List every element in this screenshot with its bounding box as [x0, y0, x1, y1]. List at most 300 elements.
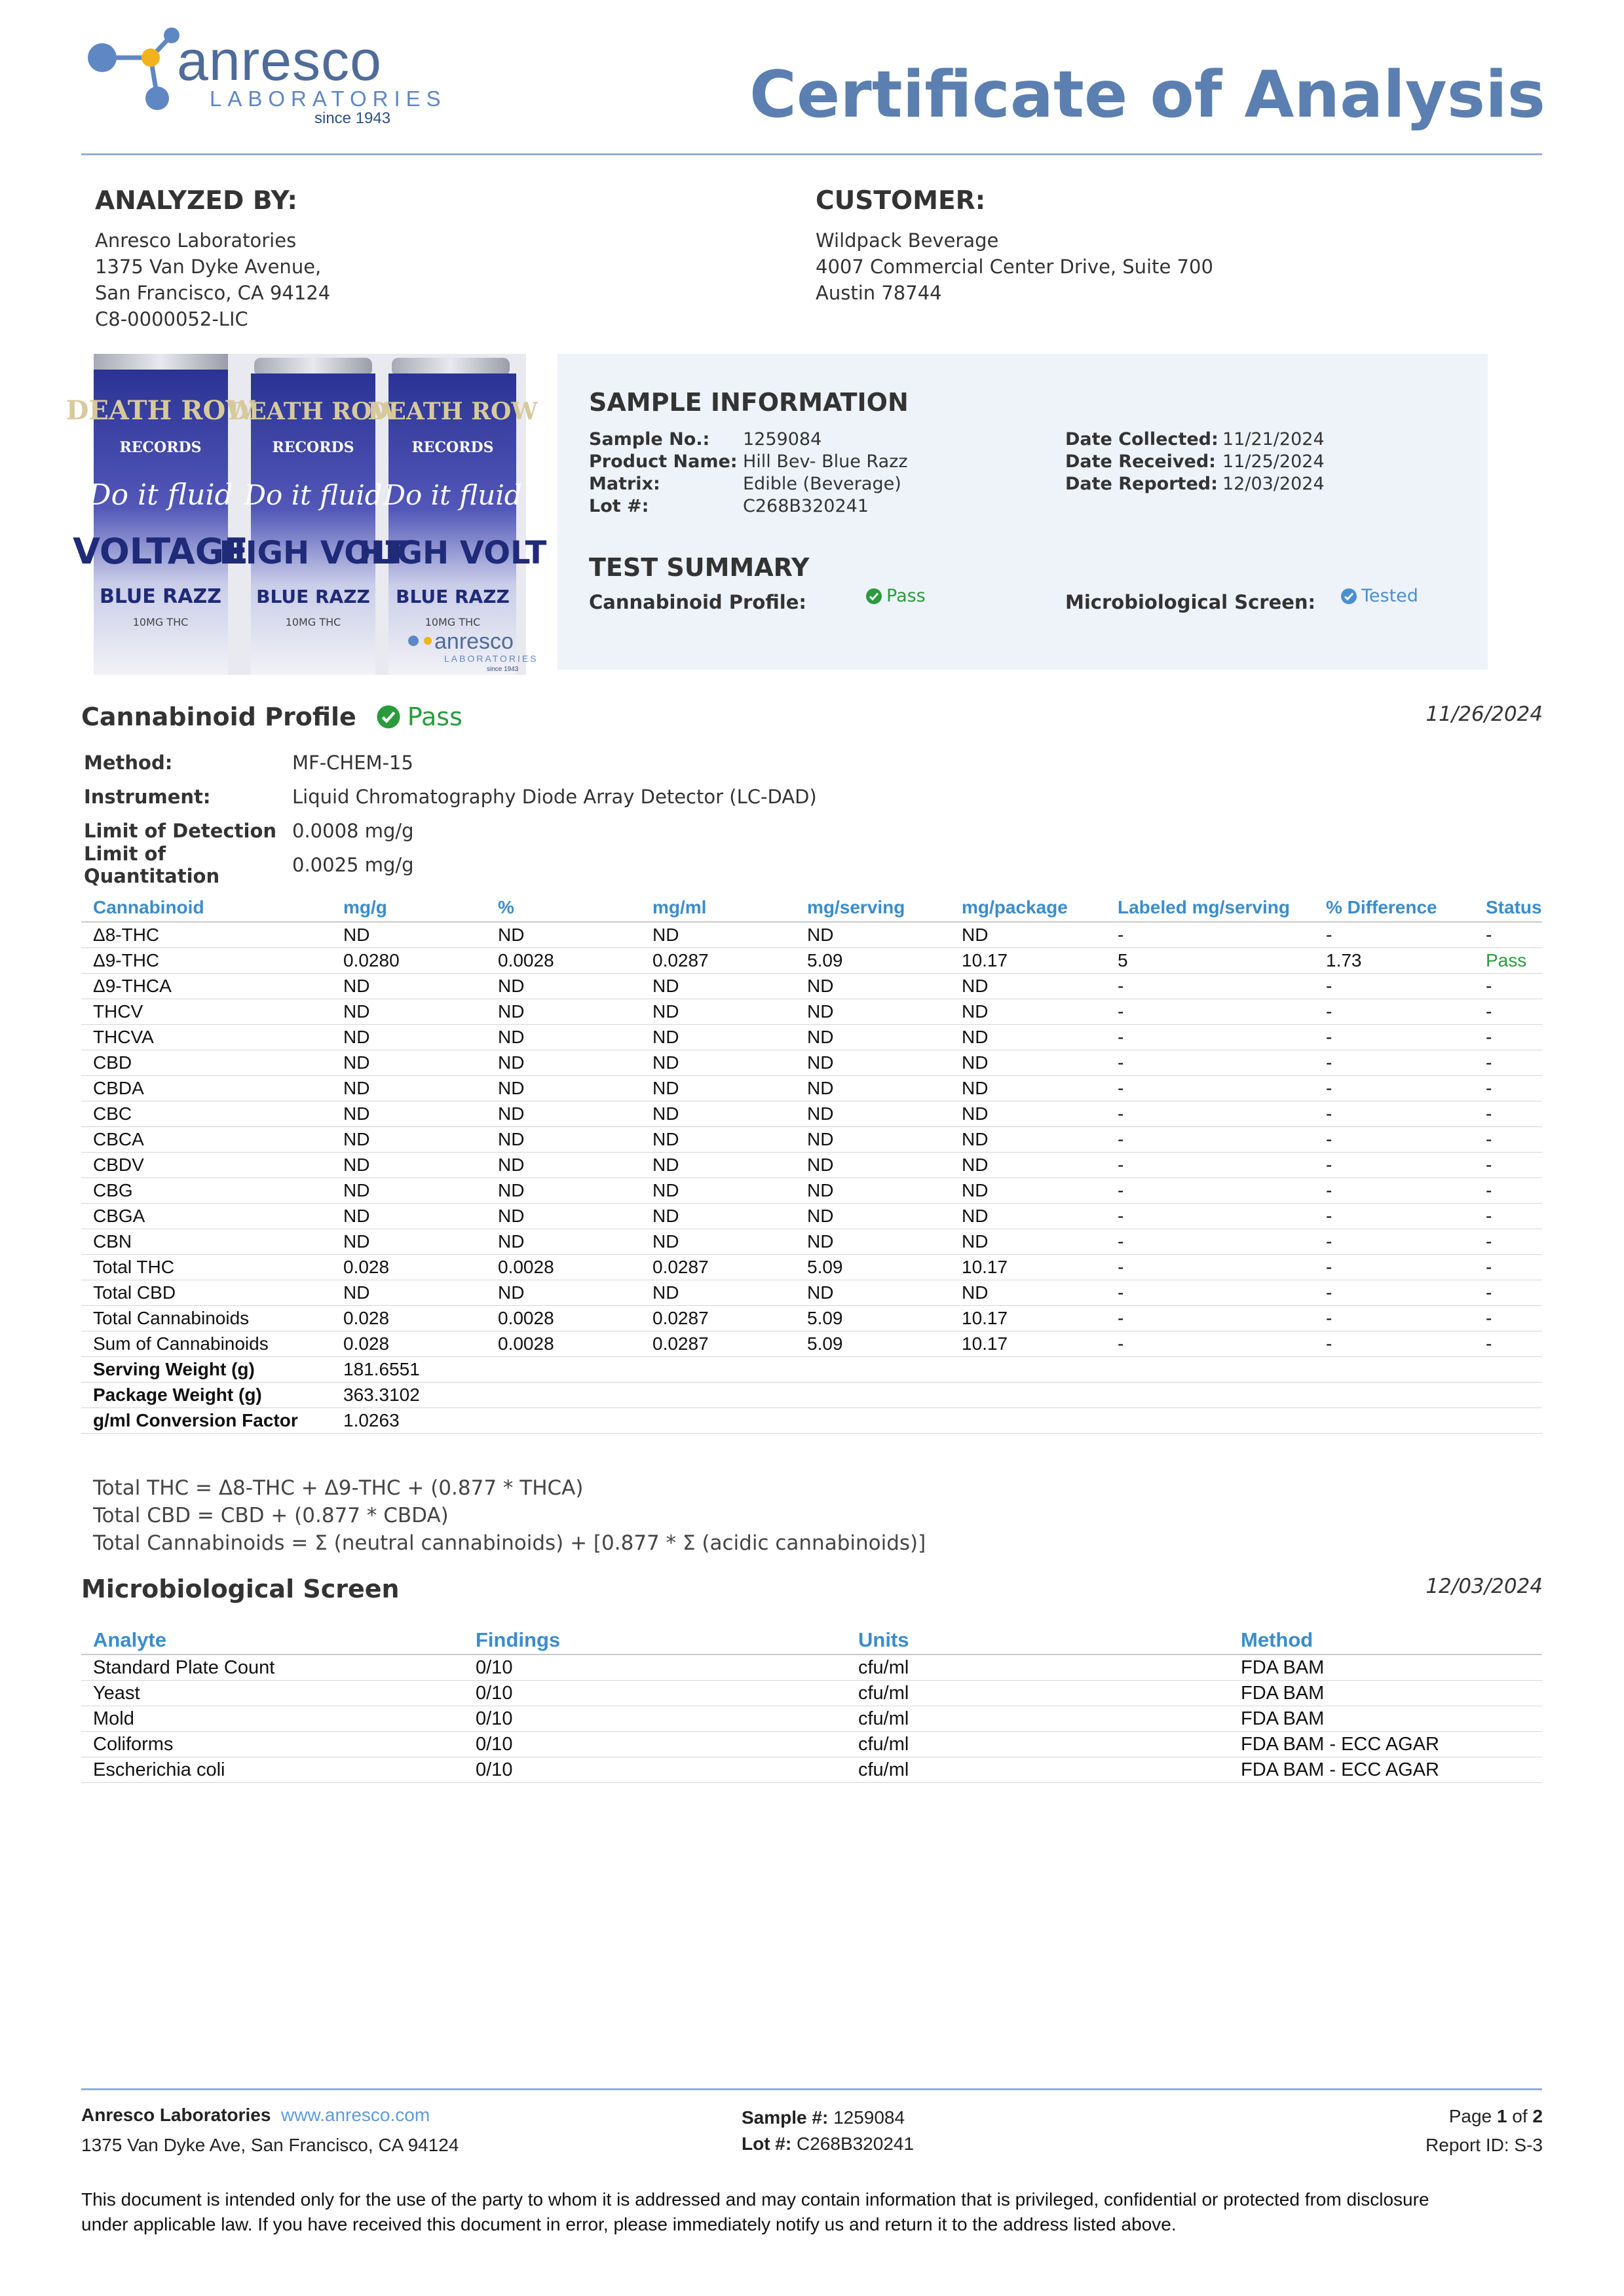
table-cell: - [1474, 1076, 1542, 1101]
table-cell: ND [486, 999, 641, 1025]
table-row [81, 974, 1542, 999]
table-cell: 0/10 [464, 1732, 846, 1757]
empty-cell [1314, 1383, 1474, 1408]
method-value: MF-CHEM-15 [292, 752, 413, 774]
table-cell: 10.17 [950, 1306, 1106, 1331]
table-cell: ND [795, 1178, 950, 1204]
product-photo [66, 354, 547, 675]
table-cell: - [1106, 1178, 1314, 1204]
sample-info-right [1065, 429, 1325, 495]
column-header: mg/ml [641, 894, 795, 922]
empty-cell [641, 1408, 795, 1434]
cannabinoid-table-header [81, 894, 1542, 922]
table-cell: ND [795, 922, 950, 948]
footer-company: Anresco Laboratories [81, 2105, 271, 2125]
table-row [81, 1076, 1542, 1101]
cannabinoid-name-cell: CBN [81, 1229, 331, 1255]
lod-value: 0.0008 mg/g [292, 820, 414, 842]
table-cell: ND [950, 1229, 1106, 1255]
column-header: Method [1229, 1626, 1542, 1655]
column-header: Cannabinoid [81, 894, 331, 922]
table-row [81, 1255, 1542, 1280]
table-cell: ND [950, 1204, 1106, 1229]
table-cell: ND [950, 1153, 1106, 1178]
date-received-value: 11/25/2024 [1222, 451, 1325, 472]
table-cell: ND [641, 1280, 795, 1306]
table-row [81, 1101, 1542, 1127]
table-cell: - [1314, 1280, 1474, 1306]
table-cell: 0/10 [464, 1655, 846, 1681]
analyte-cell: Mold [81, 1706, 464, 1732]
table-cell: ND [331, 1076, 486, 1101]
cannabinoid-profile-summary-label: Cannabinoid Profile: [589, 591, 806, 613]
svg-text:VOLTAGE: VOLTAGE [73, 531, 248, 572]
table-cell: - [1106, 1280, 1314, 1306]
table-cell: - [1474, 1153, 1542, 1178]
table-cell: ND [331, 1153, 486, 1178]
table-cell: FDA BAM - ECC AGAR [1229, 1757, 1542, 1783]
instrument-value: Liquid Chromatography Diode Array Detector (LC-DAD) [292, 786, 817, 808]
table-cell: - [1314, 922, 1474, 948]
micro-screen-summary-label: Microbiological Screen: [1065, 591, 1316, 613]
table-cell: 1.73 [1314, 948, 1474, 974]
svg-text:BLUE RAZZ: BLUE RAZZ [396, 586, 510, 607]
table-cell: ND [950, 1178, 1106, 1204]
table-cell: 0/10 [464, 1706, 846, 1732]
summary-label-cell: Serving Weight (g) [81, 1357, 331, 1383]
micro-table-header [81, 1626, 1542, 1655]
table-cell: FDA BAM [1229, 1681, 1542, 1706]
cannabinoid-name-cell: CBCA [81, 1127, 331, 1153]
empty-cell [1474, 1383, 1542, 1408]
cannabinoid-profile-status-text: Pass [407, 702, 463, 731]
lod-label: Limit of Detection [84, 820, 277, 842]
table-cell: ND [795, 1204, 950, 1229]
table-cell: - [1474, 1331, 1542, 1357]
date-reported-label: Date Reported: [1065, 474, 1218, 494]
sample-information-heading: SAMPLE INFORMATION [589, 388, 909, 417]
empty-cell [486, 1408, 641, 1434]
cannabinoid-name-cell: CBGA [81, 1204, 331, 1229]
table-cell: ND [641, 1229, 795, 1255]
svg-text:since 1943: since 1943 [487, 666, 519, 673]
table-cell: ND [641, 1127, 795, 1153]
table-cell: - [1474, 1306, 1542, 1331]
cannabinoid-name-cell: CBDA [81, 1076, 331, 1101]
table-cell: - [1474, 1025, 1542, 1050]
table-cell: ND [486, 1050, 641, 1076]
empty-cell [641, 1357, 795, 1383]
table-cell: 0.028 [331, 1306, 486, 1331]
footer-website-link[interactable]: www.anresco.com [280, 2105, 430, 2125]
empty-cell [795, 1383, 950, 1408]
date-collected-value: 11/21/2024 [1222, 429, 1325, 450]
empty-cell [795, 1408, 950, 1434]
svg-text:BLUE RAZZ: BLUE RAZZ [256, 586, 370, 607]
table-cell: 5 [1106, 948, 1314, 974]
summary-value-cell: 181.6551 [331, 1357, 486, 1383]
cannabinoid-name-cell: CBC [81, 1101, 331, 1127]
cannabinoid-name-cell: Δ9-THC [81, 948, 331, 974]
table-cell: ND [331, 922, 486, 948]
cannabinoid-name-cell: CBG [81, 1178, 331, 1204]
table-cell: - [1106, 1050, 1314, 1076]
table-cell: ND [486, 1204, 641, 1229]
table-cell: FDA BAM - ECC AGAR [1229, 1732, 1542, 1757]
table-cell: 10.17 [950, 948, 1106, 974]
svg-text:DEATH ROW: DEATH ROW [228, 398, 398, 425]
analyzed-by-line: 1375 Van Dyke Avenue, [95, 256, 322, 278]
table-cell: ND [950, 1127, 1106, 1153]
table-cell: - [1314, 1229, 1474, 1255]
table-cell: - [1106, 1204, 1314, 1229]
cannabinoid-name-cell: Total Cannabinoids [81, 1306, 331, 1331]
table-row [81, 1025, 1542, 1050]
table-cell: 0.0028 [486, 1306, 641, 1331]
table-cell: ND [950, 974, 1106, 999]
table-cell: - [1474, 1101, 1542, 1127]
table-cell: ND [795, 1101, 950, 1127]
check-circle-icon [376, 704, 401, 729]
table-cell: ND [795, 1153, 950, 1178]
matrix-label: Matrix: [589, 474, 660, 494]
empty-cell [950, 1357, 1106, 1383]
document-title: Certificate of Analysis [749, 58, 1545, 132]
table-cell: - [1106, 1076, 1314, 1101]
table-cell: ND [950, 999, 1106, 1025]
table-cell: ND [486, 974, 641, 999]
sample-information-panel [557, 354, 1488, 670]
column-header: mg/g [331, 894, 486, 922]
table-cell: ND [795, 1050, 950, 1076]
table-cell: ND [486, 1101, 641, 1127]
table-cell: ND [641, 1025, 795, 1050]
check-circle-icon [865, 588, 882, 605]
footer-sample-block [742, 2107, 914, 2154]
table-row [81, 1408, 1542, 1434]
table-cell: FDA BAM [1229, 1706, 1542, 1732]
empty-cell [950, 1408, 1106, 1434]
cannabinoid-profile-status [376, 702, 463, 731]
table-cell: ND [331, 1280, 486, 1306]
micro-summary-status [1340, 586, 1418, 606]
footer-lot-value: C268B320241 [797, 2133, 915, 2154]
logo-laboratories: LABORATORIES [210, 86, 447, 111]
table-cell: - [1474, 1280, 1542, 1306]
molecule-logo-icon [85, 26, 190, 131]
table-cell: - [1106, 1101, 1314, 1127]
table-cell: ND [331, 1178, 486, 1204]
column-header: Units [846, 1626, 1229, 1655]
table-row [81, 1331, 1542, 1357]
sample-no-label: Sample No.: [589, 429, 710, 450]
micro-summary-status-text: Tested [1361, 586, 1418, 606]
footer-page-of: of [1512, 2106, 1528, 2126]
table-cell: - [1106, 1025, 1314, 1050]
table-cell: - [1106, 1306, 1314, 1331]
sample-info-left [589, 429, 908, 518]
product-name-value: Hill Bev- Blue Razz [743, 451, 908, 472]
empty-cell [1106, 1383, 1314, 1408]
table-cell: ND [331, 1050, 486, 1076]
table-cell: - [1106, 1127, 1314, 1153]
table-cell: ND [641, 1050, 795, 1076]
table-cell: - [1106, 1229, 1314, 1255]
table-cell: ND [641, 1178, 795, 1204]
table-cell: ND [950, 1025, 1106, 1050]
table-cell: - [1314, 974, 1474, 999]
column-header: Status [1474, 894, 1542, 922]
table-cell: cfu/ml [846, 1655, 1229, 1681]
empty-cell [1314, 1357, 1474, 1383]
column-header: Labeled mg/serving [1106, 894, 1314, 922]
svg-text:10MG THC: 10MG THC [285, 616, 341, 628]
table-cell: cfu/ml [846, 1706, 1229, 1732]
table-cell: ND [331, 974, 486, 999]
table-row [81, 1306, 1542, 1331]
table-cell: - [1106, 1153, 1314, 1178]
summary-value-cell: 1.0263 [331, 1408, 486, 1434]
empty-cell [486, 1357, 641, 1383]
table-cell: - [1474, 1050, 1542, 1076]
table-cell: ND [641, 1153, 795, 1178]
logo-since: since 1943 [314, 109, 391, 127]
svg-text:DEATH ROW: DEATH ROW [66, 395, 255, 426]
svg-text:RECORDS: RECORDS [119, 439, 202, 456]
footer-address: 1375 Van Dyke Ave, San Francisco, CA 94124 [81, 2135, 459, 2155]
table-cell: ND [795, 1229, 950, 1255]
analyzed-by-heading: ANALYZED BY: [95, 186, 297, 216]
empty-cell [486, 1383, 641, 1408]
cannabinoid-name-cell: THCVA [81, 1025, 331, 1050]
instrument-label: Instrument: [84, 786, 211, 808]
beverage-cans-image [66, 354, 547, 675]
cannabinoid-name-cell: Total CBD [81, 1280, 331, 1306]
table-cell: - [1106, 1255, 1314, 1280]
svg-text:HIGH VOLT: HIGH VOLT [219, 535, 407, 571]
table-cell: ND [486, 1127, 641, 1153]
table-cell: ND [795, 1280, 950, 1306]
table-cell: ND [486, 1229, 641, 1255]
empty-cell [1106, 1357, 1314, 1383]
table-cell: 5.09 [795, 1331, 950, 1357]
table-row [81, 1681, 1542, 1706]
table-row [81, 1153, 1542, 1178]
table-cell: - [1314, 1101, 1474, 1127]
table-cell: cfu/ml [846, 1681, 1229, 1706]
anresco-logo [85, 26, 447, 131]
table-cell: - [1106, 999, 1314, 1025]
table-cell: - [1314, 1076, 1474, 1101]
table-cell: ND [795, 1076, 950, 1101]
analyte-cell: Coliforms [81, 1732, 464, 1757]
table-cell: ND [950, 922, 1106, 948]
loq-label: Limit of Quantitation [84, 843, 220, 887]
table-cell: 0.028 [331, 1331, 486, 1357]
micro-screen-heading: Microbiological Screen [81, 1575, 400, 1603]
date-received-label: Date Received: [1065, 451, 1216, 472]
table-row [81, 1383, 1542, 1408]
column-header: Analyte [81, 1626, 464, 1655]
summary-label-cell: Package Weight (g) [81, 1383, 331, 1408]
table-cell: ND [795, 1025, 950, 1050]
table-row [81, 1757, 1542, 1783]
footer-company-block [81, 2105, 459, 2156]
table-row [81, 1127, 1542, 1153]
column-header: mg/serving [795, 894, 950, 922]
svg-text:10MG THC: 10MG THC [132, 616, 189, 628]
customer-line: Wildpack Beverage [816, 229, 999, 252]
lot-label: Lot #: [589, 496, 649, 516]
table-cell: - [1314, 1153, 1474, 1178]
empty-cell [1474, 1357, 1542, 1383]
table-row [81, 1178, 1542, 1204]
cannabinoid-name-cell: Total THC [81, 1255, 331, 1280]
empty-cell [950, 1383, 1106, 1408]
table-cell: 10.17 [950, 1255, 1106, 1280]
analyte-cell: Yeast [81, 1681, 464, 1706]
table-cell: - [1314, 1255, 1474, 1280]
table-cell: 0.0287 [641, 1255, 795, 1280]
table-cell: ND [331, 1204, 486, 1229]
table-cell: ND [486, 1280, 641, 1306]
analyzed-by-line: Anresco Laboratories [95, 229, 297, 252]
cannabinoid-results-table [81, 894, 1542, 1434]
footer-lot-label: Lot #: [742, 2133, 792, 2154]
table-cell: - [1314, 1306, 1474, 1331]
table-row [81, 1655, 1542, 1681]
sample-no-value: 1259084 [743, 429, 822, 450]
table-cell: - [1474, 1229, 1542, 1255]
footer-page-current: 1 [1496, 2106, 1507, 2126]
date-reported-value: 12/03/2024 [1222, 474, 1325, 494]
table-cell: - [1474, 1204, 1542, 1229]
table-cell: - [1474, 1127, 1542, 1153]
empty-cell [1314, 1408, 1474, 1434]
table-cell: 0.0028 [486, 1255, 641, 1280]
table-cell: cfu/ml [846, 1732, 1229, 1757]
empty-cell [641, 1383, 795, 1408]
analyte-cell: Standard Plate Count [81, 1655, 464, 1681]
table-cell: - [1474, 1255, 1542, 1280]
table-row [81, 922, 1542, 948]
table-cell: 0.0028 [486, 1331, 641, 1357]
table-cell: ND [641, 999, 795, 1025]
svg-text:BLUE RAZZ: BLUE RAZZ [99, 585, 222, 608]
disclaimer-line: under applicable law. If you have received this document in error, please immediately notify us and return it to the address listed above. [81, 2214, 1177, 2234]
analyzed-by-line: San Francisco, CA 94124 [95, 282, 331, 304]
analyte-cell: Escherichia coli [81, 1757, 464, 1783]
cannabinoid-profile-header [81, 702, 463, 731]
column-header: Findings [464, 1626, 846, 1655]
table-cell: 5.09 [795, 948, 950, 974]
method-label: Method: [84, 752, 173, 774]
empty-cell [1106, 1408, 1314, 1434]
cannabinoid-name-cell: CBDV [81, 1153, 331, 1178]
table-cell: ND [950, 1280, 1106, 1306]
table-cell: - [1474, 1178, 1542, 1204]
table-cell: ND [641, 1076, 795, 1101]
formula-line: Total Cannabinoids = Σ (neutral cannabinoids) + [0.877 * Σ (acidic cannabinoids)] [93, 1531, 926, 1555]
footer-sample-label: Sample #: [742, 2107, 829, 2128]
formula-line: Total CBD = CBD + (0.877 * CBDA) [93, 1504, 449, 1527]
table-cell: ND [795, 999, 950, 1025]
table-cell: ND [950, 1101, 1106, 1127]
column-header: % [486, 894, 641, 922]
table-cell: 0.0287 [641, 1306, 795, 1331]
customer-block [816, 186, 1213, 306]
table-cell: - [1314, 1025, 1474, 1050]
table-cell: 0/10 [464, 1757, 846, 1783]
customer-line: 4007 Commercial Center Drive, Suite 700 [816, 256, 1213, 278]
table-cell: cfu/ml [846, 1757, 1229, 1783]
table-row [81, 1229, 1542, 1255]
empty-cell [1474, 1408, 1542, 1434]
lot-value: C268B320241 [743, 496, 869, 516]
cannabinoid-name-cell: CBD [81, 1050, 331, 1076]
table-cell: 0.0287 [641, 1331, 795, 1357]
table-cell: - [1314, 1204, 1474, 1229]
cannabinoid-name-cell: Δ8-THC [81, 922, 331, 948]
svg-text:anresco: anresco [434, 629, 514, 654]
table-cell: ND [795, 1127, 950, 1153]
test-summary-heading: TEST SUMMARY [589, 553, 810, 582]
cannabinoid-name-cell: Sum of Cannabinoids [81, 1331, 331, 1357]
table-row [81, 1706, 1542, 1732]
customer-heading: CUSTOMER: [816, 186, 986, 216]
svg-text:HIGH VOLT: HIGH VOLT [358, 535, 547, 571]
svg-text:LABORATORIES: LABORATORIES [444, 653, 538, 664]
table-cell: 0.0028 [486, 948, 641, 974]
table-cell: ND [331, 1229, 486, 1255]
confidentiality-disclaimer [81, 2187, 1429, 2237]
table-cell: - [1314, 1331, 1474, 1357]
table-cell: ND [331, 1101, 486, 1127]
table-cell: - [1314, 1178, 1474, 1204]
cannabinoid-summary-status-text: Pass [886, 586, 926, 606]
table-cell: - [1474, 974, 1542, 999]
table-row [81, 1204, 1542, 1229]
cannabinoid-name-cell: THCV [81, 999, 331, 1025]
table-row [81, 948, 1542, 974]
loq-value: 0.0025 mg/g [292, 854, 414, 876]
summary-label-cell: g/ml Conversion Factor [81, 1408, 331, 1434]
analyzed-by-block [95, 186, 330, 332]
table-cell: ND [950, 1076, 1106, 1101]
table-cell: FDA BAM [1229, 1655, 1542, 1681]
column-header: mg/package [950, 894, 1106, 922]
footer-report-id: Report ID: S-3 [1426, 2135, 1543, 2155]
table-cell: ND [950, 1050, 1106, 1076]
micro-results-table [81, 1626, 1542, 1783]
micro-screen-date: 12/03/2024 [1426, 1575, 1543, 1598]
svg-text:RECORDS: RECORDS [411, 439, 494, 456]
column-header: % Difference [1314, 894, 1474, 922]
table-cell: ND [641, 1204, 795, 1229]
table-cell: - [1474, 922, 1542, 948]
table-cell: 0.028 [331, 1255, 486, 1280]
table-cell: 5.09 [795, 1255, 950, 1280]
table-cell: 0.0280 [331, 948, 486, 974]
table-cell: 0.0287 [641, 948, 795, 974]
cannabinoid-formulas [93, 1474, 926, 1557]
analyzed-by-line: C8-0000052-LIC [95, 308, 248, 330]
table-row [81, 999, 1542, 1025]
table-cell: ND [331, 999, 486, 1025]
table-cell: - [1106, 1331, 1314, 1357]
cannabinoid-method-meta [84, 746, 817, 887]
table-cell: ND [486, 1153, 641, 1178]
